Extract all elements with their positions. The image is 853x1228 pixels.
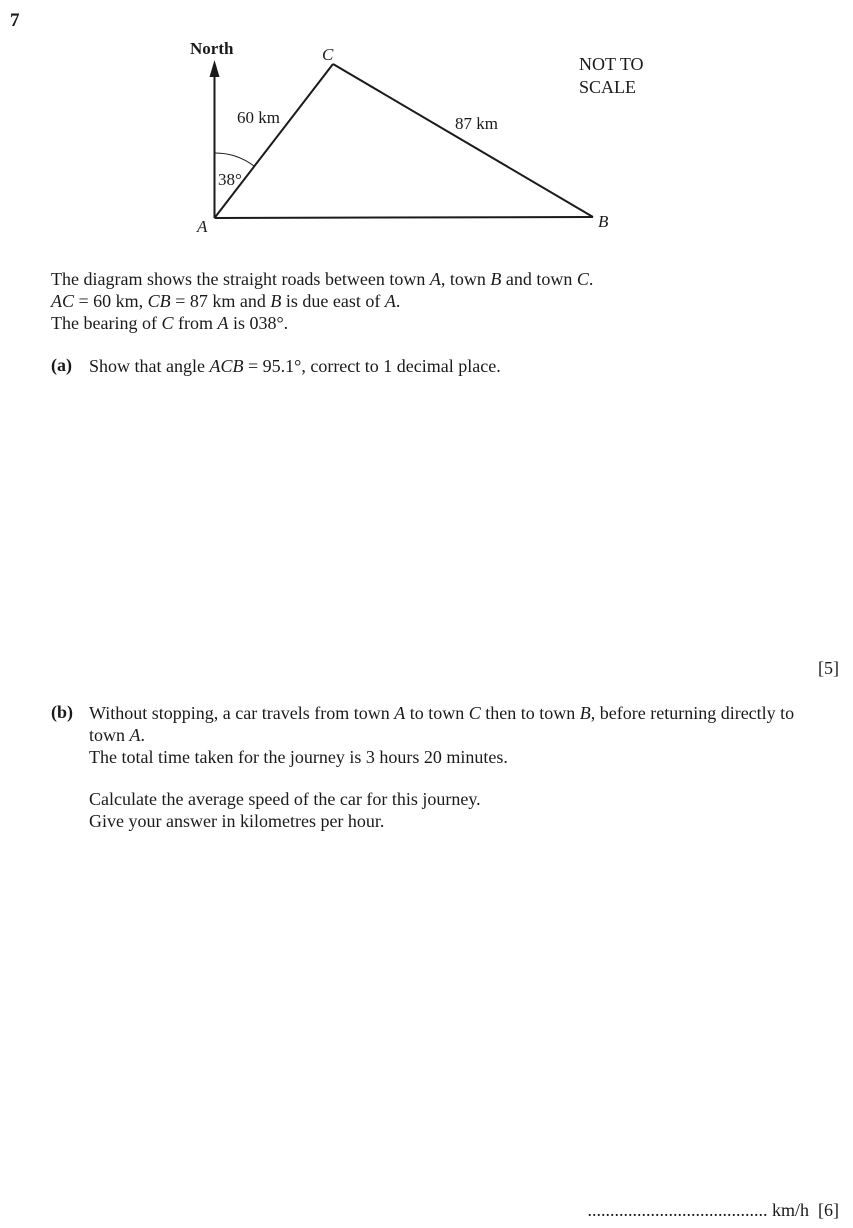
part-b-marks: [6] (818, 1200, 839, 1220)
vertex-a-label: A (197, 217, 208, 236)
angle-label: 38° (218, 170, 242, 189)
part-a-marks: [5] (818, 658, 839, 678)
part-b-line-4: Calculate the average speed of the car for this journey. (89, 789, 481, 809)
triangle-diagram (0, 0, 853, 245)
not-to-scale-line2: SCALE (579, 77, 637, 97)
side-cb-label: 87 km (455, 114, 498, 133)
question-number: 7 (10, 10, 20, 31)
part-a-label: (a) (51, 355, 72, 375)
part-b-line-2: town A. (89, 725, 145, 745)
not-to-scale-line1: NOT TO (579, 54, 644, 74)
side-ac (215, 64, 334, 218)
vertex-b-label: B (598, 212, 609, 231)
part-a-text: Show that angle ACB = 95.1°, correct to 1 decimal place. (89, 356, 501, 376)
north-label: North (190, 39, 234, 58)
intro-line-2: AC = 60 km, CB = 87 km and B is due east of A. (51, 291, 401, 311)
side-cb (333, 64, 593, 217)
answer-dots[interactable]: ........................................ (587, 1200, 768, 1220)
vertex-c-label: C (322, 45, 334, 64)
answer-unit: km/h (771, 1200, 809, 1220)
north-arrow-icon (210, 60, 220, 77)
part-b-line-1: Without stopping, a car travels from town A to town C then to town B, before returning directly to (89, 703, 795, 723)
side-ac-label: 60 km (237, 108, 280, 127)
part-b-label: (b) (51, 702, 73, 722)
intro-line-3: The bearing of C from A is 038°. (51, 313, 289, 333)
answer-line[interactable] (587, 1200, 839, 1221)
angle-arc (215, 153, 255, 166)
side-ab (215, 217, 594, 218)
part-b-line-5: Give your answer in kilometres per hour. (89, 811, 385, 831)
intro-line-1: The diagram shows the straight roads between town A, town B and town C. (51, 269, 594, 289)
part-b-line-3: The total time taken for the journey is 3 hours 20 minutes. (89, 747, 508, 767)
